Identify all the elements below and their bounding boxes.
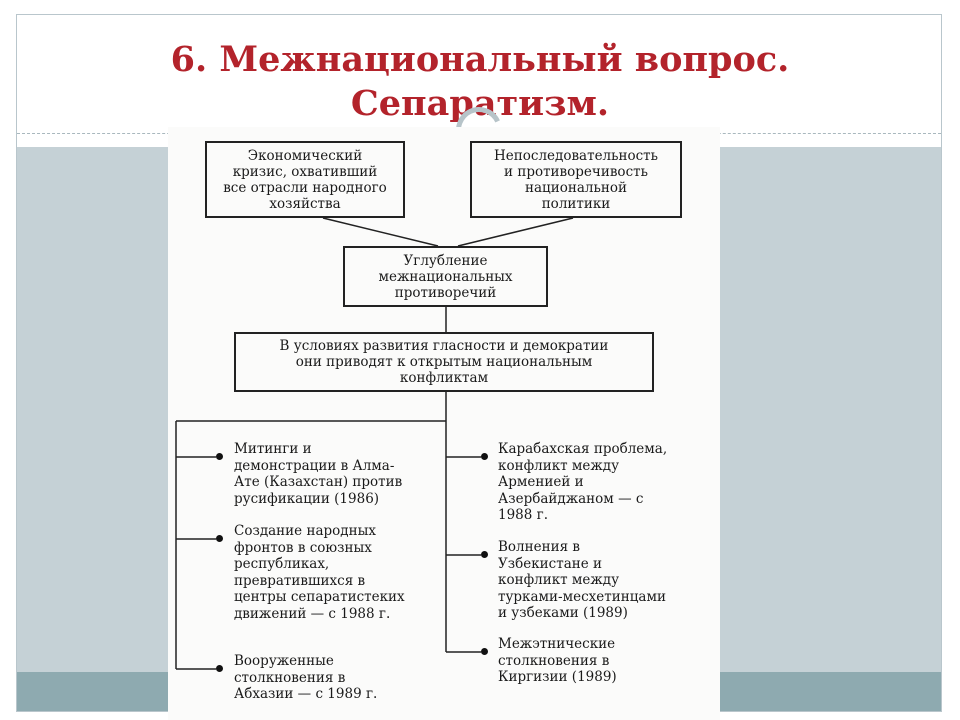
list-item-line: Создание народных — [234, 523, 376, 539]
list-item-kyrgyzstan — [498, 636, 617, 686]
slide-title-line-2: Сепаратизм. — [350, 83, 610, 124]
list-item-line: Вооруженные — [234, 653, 334, 669]
list-item-line: республиках, — [234, 556, 330, 572]
bullet-icon — [481, 453, 488, 460]
list-item-line: 1988 г. — [498, 507, 549, 523]
box-open-conflicts-line: В условиях развития гласности и демократии — [279, 338, 609, 354]
bullet-icon — [216, 453, 223, 460]
list-item-line: Митинги и — [234, 441, 312, 457]
box-economic-crisis-line: все отрасли народного — [223, 179, 387, 196]
box-economic-crisis-line: хозяйства — [269, 195, 341, 212]
flow-diagram — [168, 127, 720, 720]
box-inconsistent-policy-line: политики — [541, 195, 611, 212]
list-item-line: превратившихся в — [234, 572, 366, 589]
list-item-line: Волнения в — [498, 539, 581, 555]
list-item-line: Узбекистане и — [498, 555, 603, 572]
list-item-line: русификации (1986) — [234, 490, 380, 507]
box-deepening-line: Углубление — [403, 252, 488, 269]
bullet-icon — [481, 551, 488, 558]
list-item-line: Киргизии (1989) — [498, 669, 617, 685]
list-item-rallies — [234, 441, 402, 507]
box-economic-crisis-line: кризис, охвативший — [232, 163, 378, 180]
box-open-conflicts-line: конфликтам — [399, 370, 489, 386]
connector-top-right — [458, 218, 573, 246]
box-deepening-line: противоречий — [394, 284, 497, 301]
box-economic-crisis-line: Экономический — [247, 147, 363, 164]
list-item-line: конфликт между — [498, 457, 620, 474]
list-item-line: Ате (Казахстан) против — [234, 474, 403, 490]
box-inconsistent-policy-line: Непоследовательность — [494, 147, 658, 164]
list-item-line: столкновения в — [234, 669, 346, 686]
list-item-line: Абхазии — с 1989 г. — [234, 686, 378, 702]
box-open-conflicts — [234, 332, 654, 392]
box-open-conflicts-line: они приводят к открытым национальным — [295, 354, 593, 370]
list-item-line: фронтов в союзных — [234, 539, 372, 556]
connector-top-left — [323, 218, 438, 246]
list-item-line: демонстрации в Алма- — [234, 457, 395, 474]
list-item-line: столкновения в — [498, 652, 610, 669]
list-item-line: Арменией и — [498, 474, 584, 490]
box-inconsistent-policy-line: национальной — [525, 179, 627, 196]
slide-title-line-1: 6. Межнациональный вопрос. — [170, 39, 790, 80]
list-item-uzbekistan — [498, 539, 666, 622]
list-item-line: центры сепаратистеких — [234, 589, 405, 605]
list-item-popular-fronts — [234, 523, 405, 622]
list-item-line: и узбеками (1989) — [498, 605, 628, 621]
list-item-line: конфликт между — [498, 572, 620, 588]
box-economic-crisis — [205, 141, 405, 218]
list-item-line: турками-месхетинцами — [498, 588, 666, 605]
box-deepening-line: межнациональных — [378, 268, 513, 285]
bullet-icon — [481, 648, 488, 655]
box-inconsistent-policy-line: и противоречивость — [504, 163, 648, 180]
list-item-line: Карабахская проблема, — [498, 441, 668, 457]
list-item-line: движений — с 1988 г. — [234, 605, 391, 622]
list-item-abkhazia — [234, 653, 377, 703]
bullet-icon — [216, 665, 223, 672]
list-item-line: Межэтнические — [498, 636, 616, 652]
bullet-icon — [216, 535, 223, 542]
list-item-karabakh — [498, 441, 667, 524]
box-inconsistent-policy — [470, 141, 682, 218]
list-item-line: Азербайджаном — с — [498, 490, 644, 507]
box-deepening-contradictions — [343, 246, 548, 307]
